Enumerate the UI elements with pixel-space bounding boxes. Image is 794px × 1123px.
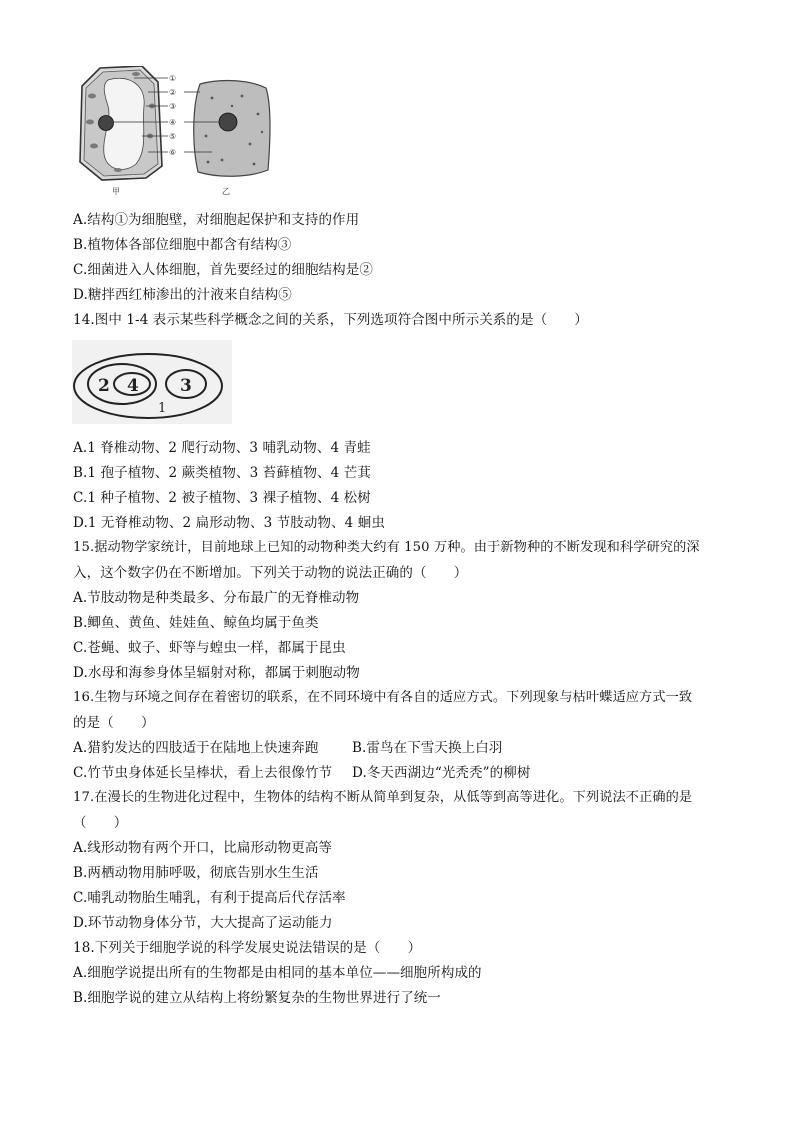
- q17-option-d: D.环节动物身体分节，大大提高了运动能力: [73, 915, 333, 931]
- figure-label-yi: 乙: [222, 187, 230, 196]
- q16-option-c: C.竹节虫身体延长呈棒状，看上去很像竹节: [73, 765, 333, 781]
- q17-option-a: A.线形动物有两个开口，比扁形动物更高等: [73, 840, 333, 856]
- q13-option-a: A.结构①为细胞壁，对细胞起保护和支持的作用: [73, 212, 360, 228]
- q18-stem: 18.下列关于细胞学说的科学发展史说法错误的是（ ）: [73, 940, 422, 956]
- callout-6: ⑥: [169, 148, 177, 157]
- callout-3: ③: [169, 102, 177, 111]
- venn-label-3: 3: [180, 376, 192, 396]
- venn-label-1: 1: [158, 401, 167, 416]
- q17-stem-line1: 17.在漫长的生物进化过程中，生物体的结构不断从简单到复杂，从低等到高等进化。下列说法不正确的是: [73, 790, 693, 805]
- q16-option-b: B.雷鸟在下雪天换上白羽: [352, 740, 503, 756]
- callout-5: ⑤: [169, 132, 177, 141]
- q15-option-b: B.鲫鱼、黄鱼、娃娃鱼、鲸鱼均属于鱼类: [73, 615, 319, 631]
- q17-stem-line2: （ ）: [73, 815, 128, 831]
- callout-numbers: [169, 74, 176, 157]
- figure-label-jia: 甲: [112, 187, 120, 196]
- q14-option-d: D.1 无脊椎动物、2 扁形动物、3 节肢动物、4 蛔虫: [73, 515, 385, 531]
- plant-cell-nucleus: [99, 116, 114, 131]
- q15-option-d: D.水母和海参身体呈辐射对称，都属于刺胞动物: [73, 665, 360, 681]
- q17-option-c: C.哺乳动物胎生哺乳，有利于提高后代存活率: [73, 890, 346, 906]
- q14-option-a: A.1 脊椎动物、2 爬行动物、3 哺乳动物、4 青蛙: [73, 440, 371, 456]
- q13-option-d: D.糖拌西红柿渗出的汁液来自结构⑤: [73, 287, 292, 303]
- q14-option-b: B.1 孢子植物、2 蕨类植物、3 苔藓植物、4 芒萁: [73, 465, 371, 481]
- q14-option-c: C.1 种子植物、2 被子植物、3 裸子植物、4 松树: [73, 490, 371, 506]
- q14-stem: 14.图中 1-4 表示某些科学概念之间的关系，下列选项符合图中所示关系的是（ ）: [73, 312, 588, 328]
- q16-stem-line1: 16.生物与环境之间存在着密切的联系，在不同环境中有各自的适应方式。下列现象与枯叶蝶适应方式一致: [73, 690, 693, 705]
- q16-option-d: D.冬天西湖边“光秃秃”的柳树: [352, 765, 531, 781]
- q16-option-a: A.猎豹发达的四肢适于在陆地上快速奔跑: [73, 740, 319, 756]
- callout-4: ④: [169, 118, 177, 127]
- q13-option-b: B.植物体各部位细胞中都含有结构③: [73, 237, 292, 253]
- q17-option-b: B.两栖动物用肺呼吸，彻底告别水生生活: [73, 865, 319, 881]
- q15-option-c: C.苍蝇、蚊子、虾等与蝗虫一样，都属于昆虫: [73, 640, 346, 656]
- cell-diagram-figure: [72, 66, 292, 198]
- venn-diagram: [72, 340, 232, 424]
- callout-1: ①: [169, 74, 177, 83]
- q18-option-b: B.细胞学说的建立从结构上将纷繁复杂的生物世界进行了统一: [73, 990, 442, 1006]
- q13-option-c: C.细菌进入人体细胞，首先要经过的细胞结构是②: [73, 262, 373, 278]
- animal-cell-nucleus: [219, 113, 237, 131]
- q15-stem-line2: 入，这个数字仍在不断增加。下列关于动物的说法正确的（ ）: [73, 565, 468, 581]
- q15-option-a: A.节肢动物是种类最多、分布最广的无脊椎动物: [73, 590, 360, 606]
- callout-2: ②: [169, 88, 177, 97]
- q18-option-a: A.细胞学说提出所有的生物都是由相同的基本单位——细胞所构成的: [73, 965, 482, 981]
- venn-label-4: 4: [127, 376, 139, 396]
- q16-stem-line2: 的是（ ）: [73, 715, 155, 731]
- venn-label-2: 2: [98, 376, 110, 396]
- q15-stem-line1: 15.据动物学家统计，目前地球上已知的动物种类大约有 150 万种。由于新物种的不断发现和科学研究的深: [73, 540, 700, 555]
